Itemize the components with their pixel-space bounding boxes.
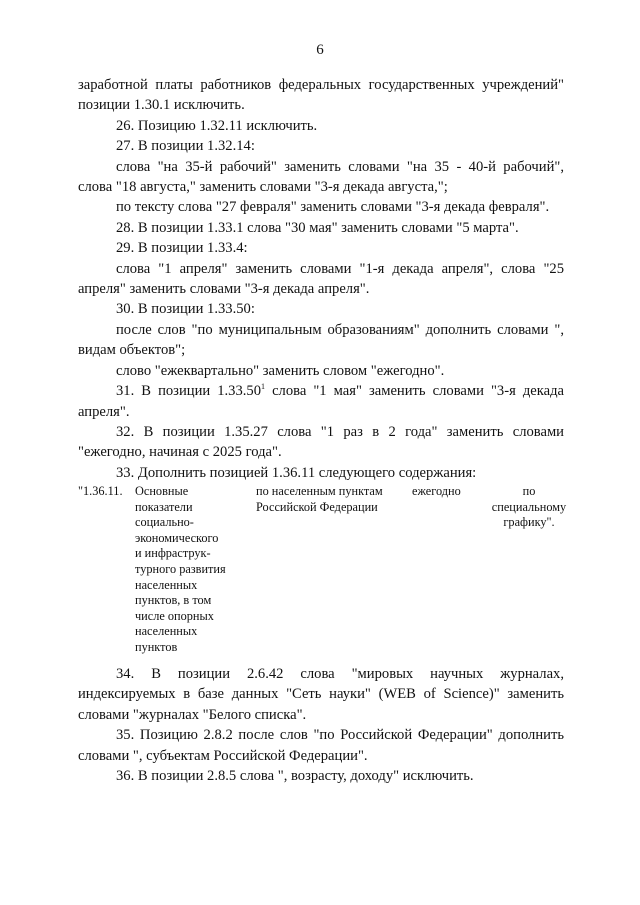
paragraph: слова "на 35-й рабочий" заменить словами "на 35 - 40-й рабочий",	[116, 158, 564, 175]
table-cell-breakdown	[256, 484, 396, 515]
cell-line: социально-	[135, 515, 194, 530]
cell-line: населенных	[135, 624, 198, 639]
cell-line: пунктов, в том	[135, 593, 212, 608]
table-cell-deadline	[490, 484, 568, 531]
cell-line: по	[522, 484, 536, 498]
paragraph: 27. В позиции 1.32.14:	[116, 138, 255, 155]
paragraph: 35. Позицию 2.8.2 после слов "по Российской Федерации" дополнить словами ", субъектам Российской Федерации".	[78, 727, 564, 764]
cell-line: Российской Федерации	[256, 499, 378, 514]
paragraph: 36. В позиции 2.8.5 слова ", возрасту, доходу" исключить.	[116, 768, 474, 785]
cell-line: пунктов	[135, 639, 178, 654]
paragraph-31-before: 31. В позиции 1.33.50	[116, 383, 262, 400]
paragraph: заработной платы работников федеральных государственных учреждений"	[78, 77, 564, 93]
paragraph: 30. В позиции 1.33.50:	[116, 301, 255, 318]
paragraph: 29. В позиции 1.33.4:	[116, 240, 248, 257]
paragraph: 32. В позиции 1.35.27 слова "1 раз в 2 года" заменить словами "ежегодно, начиная с 2025 года".	[78, 423, 564, 461]
table-cell-name	[135, 484, 245, 656]
document-body-top	[78, 75, 564, 483]
table-cell-periodicity: ежегодно	[412, 484, 461, 498]
cell-line: графику".	[503, 515, 555, 530]
paragraph: 33. Дополнить позицией 1.36.11 следующего содержания:	[116, 464, 477, 481]
cell-line: и инфраструк-	[135, 546, 211, 561]
superscript: 1	[261, 382, 266, 392]
cell-line: Основные	[135, 484, 189, 498]
paragraph: позиции 1.30.1 исключить.	[78, 97, 245, 114]
paragraph: 28. В позиции 1.33.1 слова "30 мая" заменить словами "5 марта".	[116, 219, 519, 236]
page-number: 6	[316, 42, 324, 58]
paragraph: 26. Позицию 1.32.11 исключить.	[116, 117, 318, 134]
cell-line: населенных	[135, 577, 198, 592]
paragraph: по тексту слова "27 февраля" заменить словами "3-я декада февраля".	[116, 199, 550, 216]
paragraph: слово "ежеквартально" заменить словом "ежегодно".	[116, 362, 445, 379]
cell-line: показатели	[135, 499, 193, 514]
cell-line: турного развития	[135, 561, 226, 576]
paragraph: после слов "по муниципальным образованиям" дополнить словами ", видам объектов";	[78, 321, 564, 359]
document-body-bottom	[78, 664, 564, 786]
paragraph-31	[78, 381, 564, 422]
paragraph-31-after: слова "1 мая" заменить словами "3-я декада апреля".	[78, 383, 564, 420]
cell-line: экономического	[135, 530, 219, 545]
cell-line: числе опорных	[135, 608, 214, 623]
paragraph: слова "1 апреля" заменить словами "1-я декада апреля", слова "25 апреля" заменить словами "3-я декада апреля".	[78, 260, 564, 298]
table-cell-number: "1.36.11.	[78, 484, 123, 498]
paragraph: слова "18 августа," заменить словами "3-я декада августа,";	[78, 179, 448, 196]
paragraph: 34. В позиции 2.6.42 слова "мировых научных журналах, индексируемых в базе данных "Сеть науки" (WEB of Science)" заменить словами "журналах "Белого списка".	[78, 666, 564, 723]
cell-line: специальному	[491, 499, 567, 514]
cell-line: по населенным пунктам	[256, 484, 383, 498]
